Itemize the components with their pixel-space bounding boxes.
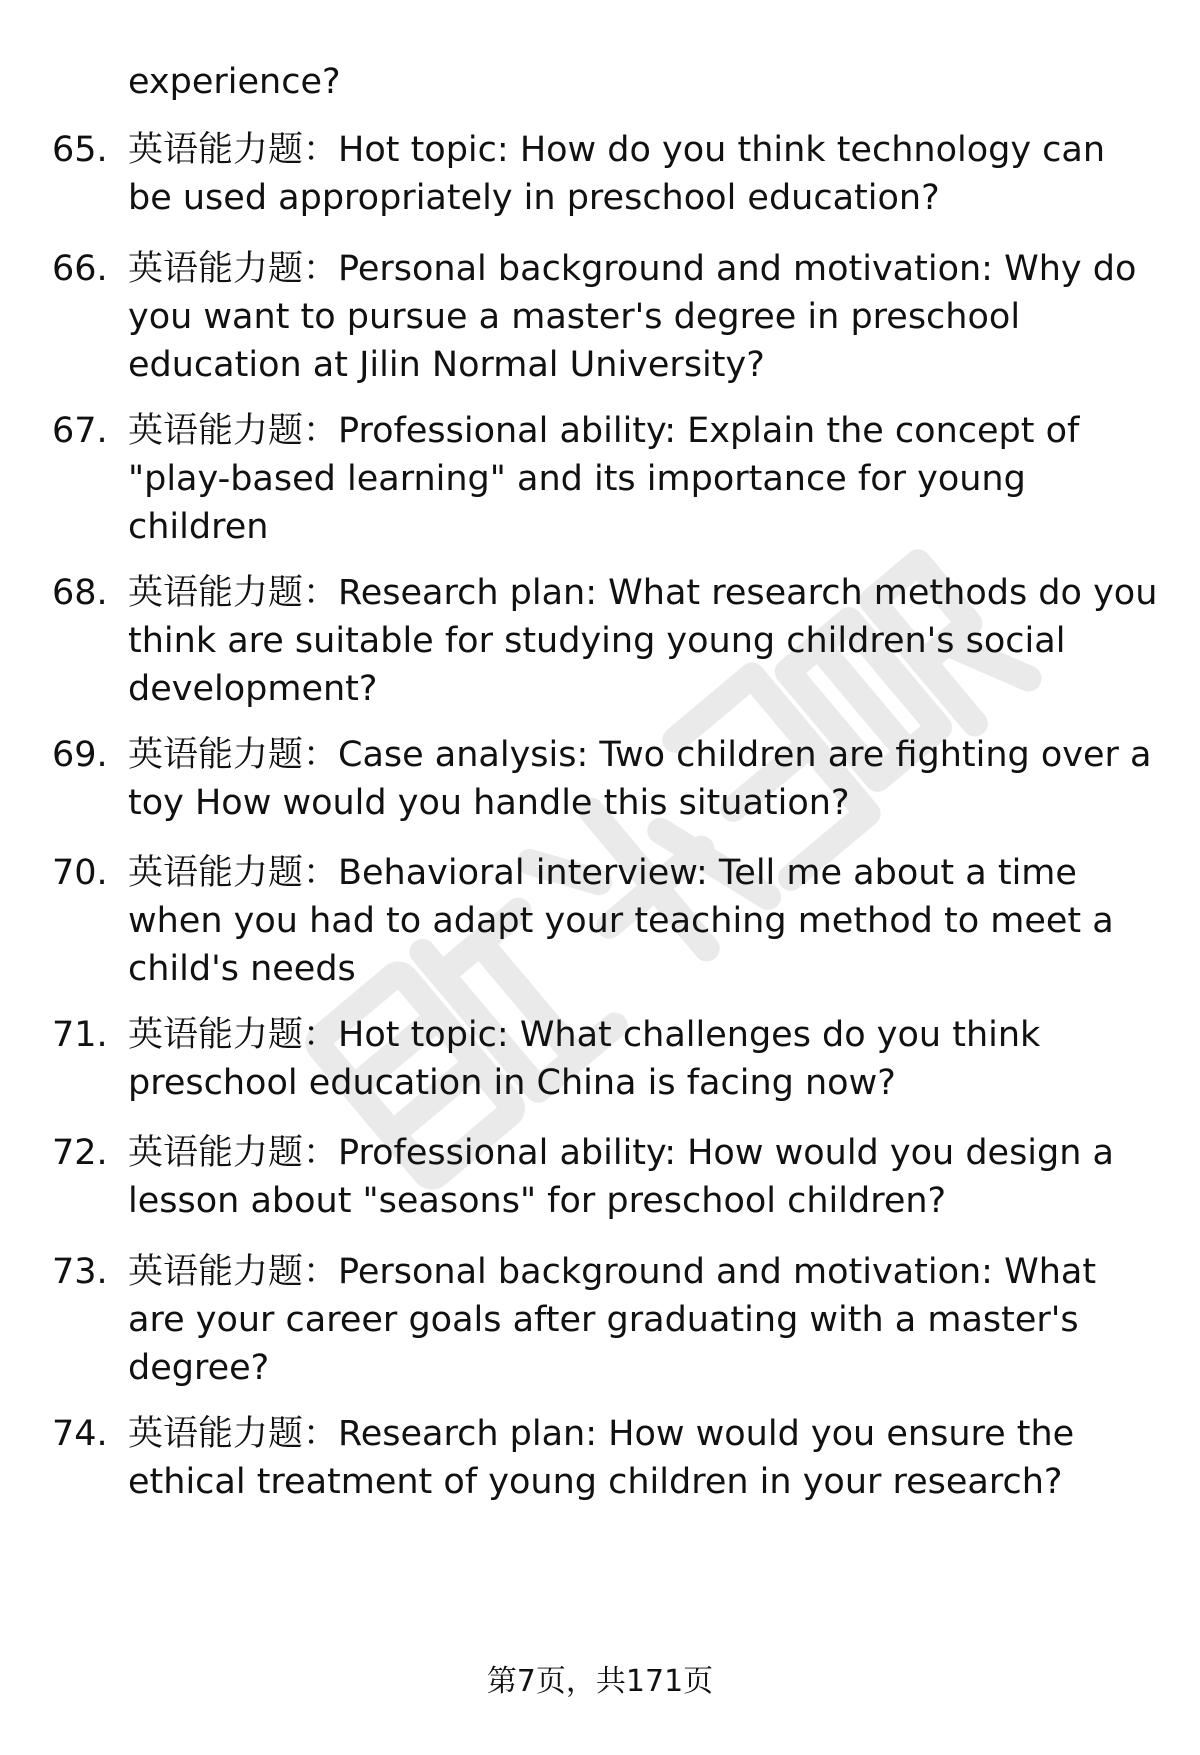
question-text: 英语能力题：Hot topic: What challenges do you think preschool education in China is facing now? xyxy=(128,1015,1041,1103)
question-number: 65. xyxy=(52,130,108,170)
question-text: 英语能力题：Case analysis: Two children are fighting over a toy How would you handle this situation? xyxy=(128,735,1152,823)
question-text: 英语能力题：Behavioral interview: Tell me about a time when you had to adapt your teaching method to meet a child's needs xyxy=(128,853,1114,989)
question-number: 74. xyxy=(52,1414,108,1454)
question-text: 英语能力题：Professional ability: How would you design a lesson about "seasons" for preschool children? xyxy=(128,1133,1114,1221)
question-number: 70. xyxy=(52,853,108,893)
question-text: 英语能力题：Personal background and motivation: What are your career goals after graduating with a master's degree? xyxy=(128,1252,1097,1388)
question-number: 69. xyxy=(52,735,108,775)
question-text: 英语能力题：Hot topic: How do you think technology can be used appropriately in preschool education? xyxy=(128,130,1106,218)
page-footer: 第7页，共171页 xyxy=(486,1664,714,1699)
question-number: 72. xyxy=(52,1133,108,1173)
question-text: 英语能力题：Personal background and motivation: Why do you want to pursue a master's degree in preschool education at Jilin Normal University? xyxy=(128,249,1137,385)
question-text: 英语能力题：Professional ability: Explain the concept of "play-based learning" and its importance for young children xyxy=(128,411,1080,547)
question-text: 英语能力题：Research plan: How would you ensure the ethical treatment of young children in your research? xyxy=(128,1414,1075,1502)
question-number: 67. xyxy=(52,411,108,451)
question-text: 英语能力题：Research plan: What research methods do you think are suitable for studying young children's social development? xyxy=(128,573,1158,709)
question-number: 68. xyxy=(52,573,108,613)
question-number: 73. xyxy=(52,1252,108,1292)
question-number: 66. xyxy=(52,249,108,289)
carryover-text: experience? xyxy=(128,62,341,102)
question-number: 71. xyxy=(52,1015,108,1055)
